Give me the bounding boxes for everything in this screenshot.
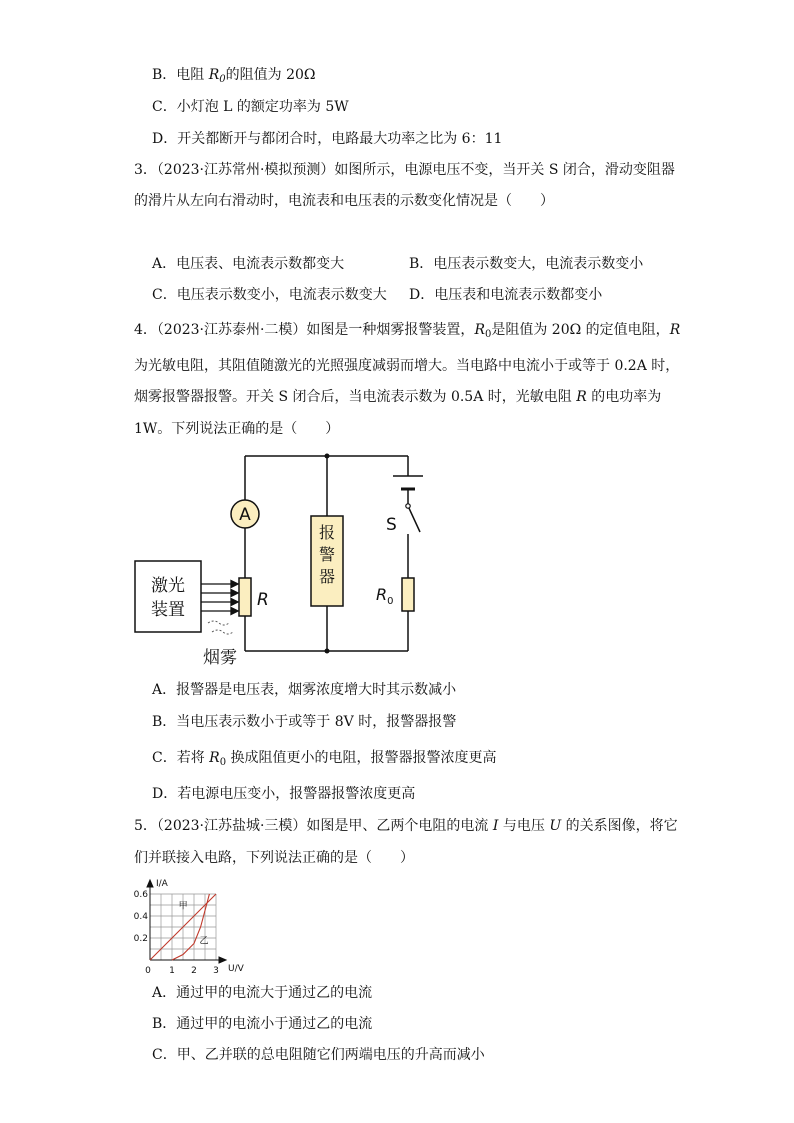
q4-stem-line2: 为光敏电阻，其阻值随激光的光照强度减弱而增大。当电路中电流小于或等于 0.2A 时， [134,358,680,374]
q5-stem-line1: 5．（2023·江苏盐城·三模）如图是甲、乙两个电阻的电流 I 与电压 U 的关系图像，将它 [134,818,678,834]
x-tick-label: 2 [191,966,197,976]
alarm-char-3: 器 [318,567,336,586]
q4-stem-line3: 烟雾报警器报警。开关 S 闭合后，当电流表示数为 0.5A 时，光敏电阻 R 的电功率为 [134,389,662,405]
series-label-yi: 乙 [199,936,209,947]
q4-option-a: A．报警器是电压表，烟雾浓度增大时其示数减小 [152,682,457,698]
iu-graph [128,872,258,977]
q3-option-d: D．电压表和电流表示数都变小 [409,287,603,303]
junction-dot-top [325,454,330,459]
laser-device-box [135,561,201,632]
ammeter-label: A [239,505,251,525]
alarm-char-2: 警 [318,545,336,564]
q5-stem-line2: 们并联接入电路，下列说法正确的是（ ） [134,850,414,866]
q4-option-b: B．当电压表示数小于或等于 8V 时，报警器报警 [152,714,457,730]
q4-stem-line4: 1W。下列说法正确的是（ ） [134,421,340,437]
photoresistor-r [239,578,251,616]
circuit-diagram [130,448,430,673]
r-label: R [257,590,269,610]
q3-option-c: C．电压表示数变小，电流表示数变大 [152,287,387,303]
q4-option-c: C．若将 $R_0$ 换成阻值更小的电阻，报警器报警浓度更高 [152,750,497,768]
resistor-r0 [402,578,414,611]
q3-option-b: B．电压表示数变大，电流表示数变小 [409,256,644,272]
switch-label: S [386,515,397,535]
y-tick-label: 0.2 [133,934,148,944]
laser-label-line1: 激光 [151,576,185,596]
q2-option-d: D．开关都断开与都闭合时，电路最大功率之比为 6：11 [152,131,503,147]
q5-option-a: A．通过甲的电流大于通过乙的电流 [152,985,373,1001]
r0-label: $R_0$ [376,585,394,607]
x-tick-label: 0 [145,966,151,976]
q5-option-b: B．通过甲的电流小于通过乙的电流 [152,1016,373,1032]
alarm-char-1: 报 [318,523,336,542]
q2-option-c: C．小灯泡 L 的额定功率为 5W [152,99,349,115]
q5-option-c: C．甲、乙并联的总电阻随它们两端电压的升高而减小 [152,1047,485,1063]
battery-symbol [393,476,423,489]
smoke-symbol [208,621,233,634]
q4-stem-line1: 4．（2023·江苏泰州·二模）如图是一种烟雾报警装置，$R_0$是阻值为 20Ω 的定值电阻，R [134,322,681,340]
q3-option-a: A．电压表、电流表示数都变大 [152,256,345,272]
switch-pivot [406,504,410,508]
x-tick-label: 3 [213,966,219,976]
y-tick-label: 0.4 [133,912,148,922]
x-tick-label: 1 [169,966,175,976]
junction-dot-bottom [325,649,330,654]
q2-option-b: B．电阻 $R_0$的阻值为 20Ω [152,67,316,85]
laser-label-line2: 装置 [151,600,185,620]
q4-option-d: D．若电源电压变小，报警器报警浓度更高 [152,786,416,802]
q3-stem-line2: 的滑片从左向右滑动时，电流表和电压表的示数变化情况是（ ） [134,193,554,209]
y-tick-label: 0.6 [133,890,148,900]
x-axis-label: U/V [228,964,244,974]
series-label-jia: 甲 [178,901,188,912]
y-axis-label: I/A [156,879,168,889]
laser-arrows [201,581,238,615]
smoke-label: 烟雾 [203,648,237,668]
q3-stem-line1: 3．（2023·江苏常州·模拟预测）如图所示，电源电压不变，当开关 S 闭合，滑动变阻器 [134,162,675,178]
